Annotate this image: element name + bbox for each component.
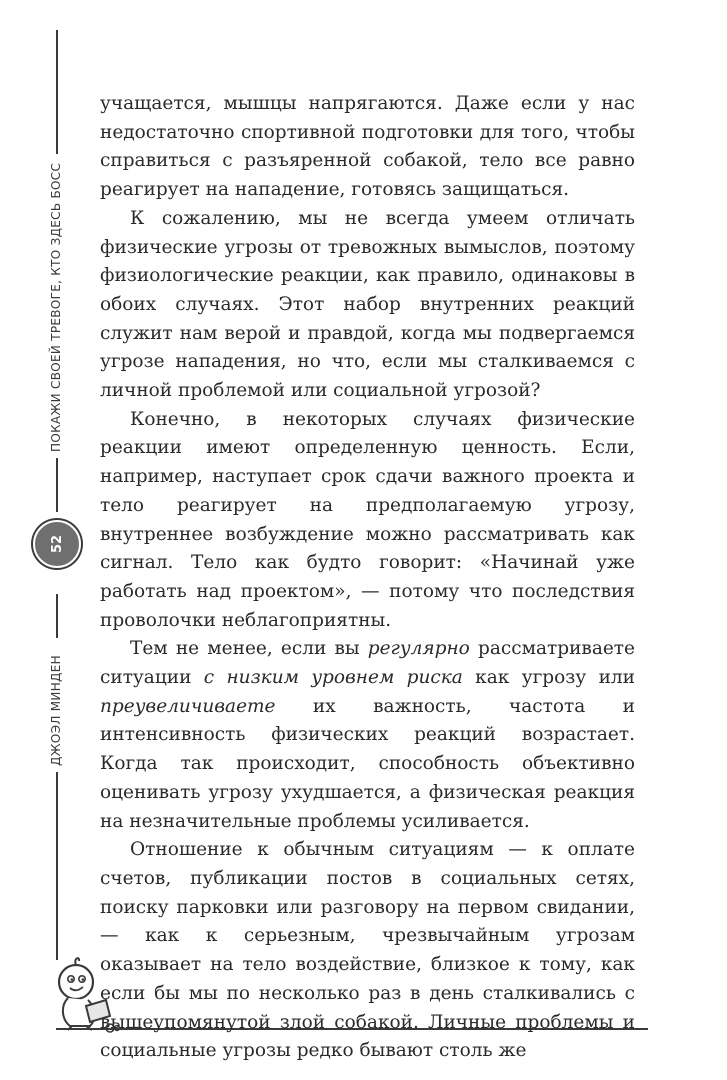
margin-rule-top: [56, 30, 58, 154]
text-run: К сожалению, мы не всегда умеем отличать физические угрозы от тревожных вымыслов, поэтому физиологические реакции, как правило, одинаковы в обоих случаях. Этот набор внутренних реакций служит нам верой и правдой, когда мы подвергаемся угрозе нападения, но что, если мы сталкиваемся с личной проблемой или социальной угрозой?: [100, 207, 635, 402]
text-run: их важность, частота и интенсивность физических реакций возрастает. Когда так происходит, способность объективно оценивать угрозу ухудшается, а физическая реакция на незначительные проблемы усиливается.: [100, 695, 635, 832]
body-text: [100, 90, 635, 1066]
text-run: как угрозу или: [462, 667, 635, 689]
emphasis-text: регулярно: [367, 638, 470, 660]
paragraph: [100, 205, 635, 406]
text-run: Конечно, в некоторых случаях физические реакции имеют определенную ценность. Если, например, наступает срок сдачи важного проекта и тело реагирует на предполагаемую угрозу, внутреннее возбуждение можно рассматривать как сигнал. Тело как будто говорит: «Начинай уже работать над проектом», — потому что последствия проволочки неблагоприятны.: [100, 408, 635, 631]
page-number: 52: [49, 534, 65, 554]
margin-rule-upper-mid: [56, 458, 58, 512]
text-run: учащается, мышцы напрягаются. Даже если у нас недостаточно спортивной подготовки для того, чтобы справиться с разъяренной собакой, тело все равно реагирует на нападение, готовясь защищаться.: [100, 93, 635, 201]
paragraph: [100, 90, 635, 205]
paragraph: [100, 406, 635, 636]
margin-rule-bottom: [56, 772, 58, 960]
text-run: рассматриваете ситуации: [100, 638, 635, 689]
running-head-book-title: ПОКАЖИ СВОЕЙ ТРЕВОГЕ, КТО ЗДЕСЬ БОСС: [49, 162, 63, 452]
text-run: Тем не менее, если вы: [130, 638, 368, 660]
emphasis-text: преувеличиваете: [100, 695, 276, 717]
page-number-badge: [33, 520, 81, 568]
text-run: Отношение к обычным ситуациям — к оплате счетов, публикации постов в социальных сетях, поиску парковки или разговору на первом свидании, — как к серьезным, чрезвычайным угрозам оказывает на тело воздействие, близкое к тому, как если бы мы по несколько раз в день сталкивались с вышеупомянутой злой собакой. Личные проблемы и социальные угрозы редко бывают столь же: [100, 839, 635, 1062]
running-head-author: ДЖОЭЛ МИНДЕН: [49, 655, 63, 766]
paragraph: [100, 836, 635, 1066]
emphasis-text: с низким уровнем риска: [203, 667, 463, 689]
paragraph: [100, 635, 635, 836]
margin-rule-lower-mid: [56, 594, 58, 638]
